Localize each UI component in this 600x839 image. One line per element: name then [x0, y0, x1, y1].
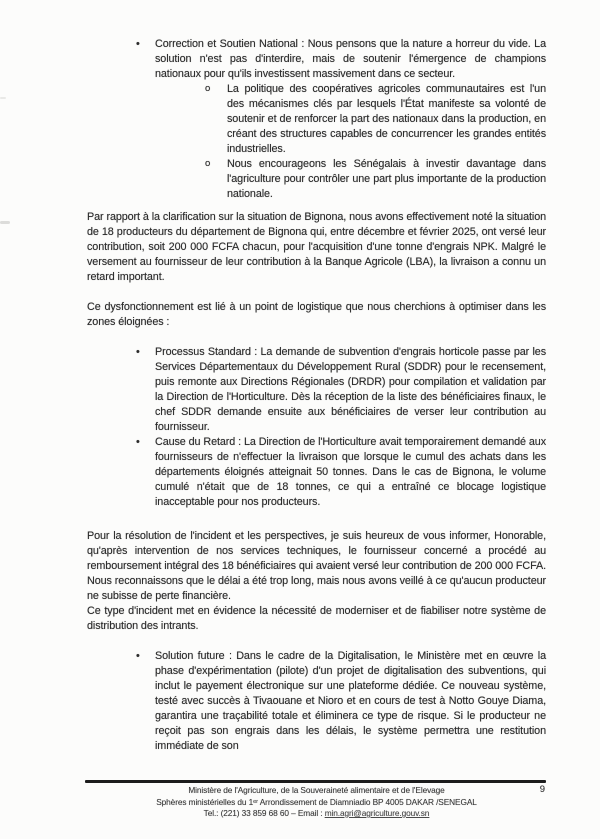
- bullet-icon: •: [136, 650, 140, 662]
- page-footer: [87, 785, 546, 820]
- list-item: [87, 157, 546, 202]
- footer-address-line: Sphères ministérielles du 1ᵉʳ Arrondissement de Diamniadio BP 4005 DAKAR /SENEGAL: [156, 796, 477, 807]
- footer-email-link[interactable]: min.agri@agriculture.gouv.sn: [324, 808, 430, 818]
- footer-contact-line: [87, 808, 546, 820]
- footer-tel: Tel.: (221) 33 859 68 60 – Email :: [203, 808, 325, 818]
- page-number: 9: [539, 784, 545, 795]
- list-item: [87, 435, 546, 510]
- list-item: [87, 82, 546, 157]
- list-item: [87, 345, 546, 435]
- circle-bullet-icon: o: [205, 83, 211, 94]
- document-body: [87, 37, 546, 754]
- scan-artifact: [0, 221, 10, 224]
- list-item-text: Nous encourageons les Sénégalais à investir davantage dans l'agriculture pour contrôler une part plus importante de la production nationale.: [227, 158, 546, 200]
- bullet-icon: •: [136, 346, 140, 358]
- paragraph: Par rapport à la clarification sur la situation de Bignona, nous avons effectivement noté la situation de 18 producteurs du département de Bignona qui, entre décembre et février 2025, ont versé leur contribution, soit 200 000 FCFA chacun, pour l'acquisition d'une tonne d'engrais NPK. Malgré le versement au fournisseur de leur contribution à la Banque Agricole (LBA), la livraison a connu un retard important.: [87, 211, 546, 283]
- list-item-text: Cause du Retard : La Direction de l'Horticulture avait temporairement demandé aux fournisseurs de n'effectuer la livraison que lorsque le cumul des achats dans les départements éloignés atteignait 50 tonnes. Dans le cas de Bignona, le volume cumulé n'était que de 18 tonnes, ce qui a entraîné ce blocage logistique inacceptable pour nos producteurs.: [155, 436, 546, 508]
- list-item: [87, 649, 546, 754]
- scan-artifact: [0, 97, 6, 99]
- footer-divider: [85, 780, 546, 783]
- bullet-icon: •: [136, 38, 140, 50]
- list-item: [87, 37, 546, 82]
- paragraph: Ce type d'incident met en évidence la nécessité de moderniser et de fiabiliser notre système de distribution des intrants.: [87, 605, 546, 632]
- paragraph: Pour la résolution de l'incident et les perspectives, je suis heureux de vous informer, Honorable, qu'après intervention de nos services techniques, le fournisseur concerné a procédé au remboursement intégral des 18 bénéficiaires qui avaient versé leur contribution de 200 000 FCFA. Nous reconnaissons que le délai a été trop long, mais nous avons veillé à ce qu'aucun producteur ne subisse de perte financière.: [87, 530, 546, 602]
- paragraph: Ce dysfonctionnement est lié à un point de logistique que nous cherchions à optimiser dans les zones éloignées :: [87, 301, 546, 328]
- list-item-text: Correction et Soutien National : Nous pensons que la nature a horreur du vide. La solution n'est pas d'interdire, mais de soutenir l'émergence de champions nationaux pour qu'ils investissent massivement dans ce secteur.: [155, 38, 546, 80]
- list-item-text: Processus Standard : La demande de subvention d'engrais horticole passe par les Services Départementaux du Développement Rural (SDDR) pour le recensement, puis remonte aux Directions Régionales (DRDR) pour compilation et validation par la Direction de l'Horticulture. Dès la réception de la liste des bénéficiaires finaux, le chef SDDR demande ensuite aux bénéficiaires de verser leur contribution au fournisseur.: [155, 346, 546, 433]
- circle-bullet-icon: o: [205, 158, 211, 169]
- footer-ministry-line: Ministère de l'Agriculture, de la Souveraineté alimentaire et de l'Elevage: [188, 785, 445, 795]
- list-item-text: La politique des coopératives agricoles communautaires est l'un des mécanismes clés par lesquels l'État manifeste sa volonté de soutenir et de renforcer la part des nationaux dans la production, en créant des structures capables de concurrencer les grandes entités industrielles.: [227, 83, 546, 155]
- bullet-icon: •: [136, 436, 140, 448]
- list-item-text: Solution future : Dans le cadre de la Digitalisation, le Ministère met en œuvre la phase d'expérimentation (pilote) d'un projet de digitalisation des subventions, qui inclut le payement électronique sur une plateforme dédiée. Ce nouveau système, testé avec succès à Tivaouane et Nioro et en cours de test à Notto Gouye Diama, garantira une traçabilité totale et éliminera ce type de risque. Si le producteur ne reçoit pas son engrais dans les délais, le système permettra une restitution immédiate de son: [155, 650, 546, 752]
